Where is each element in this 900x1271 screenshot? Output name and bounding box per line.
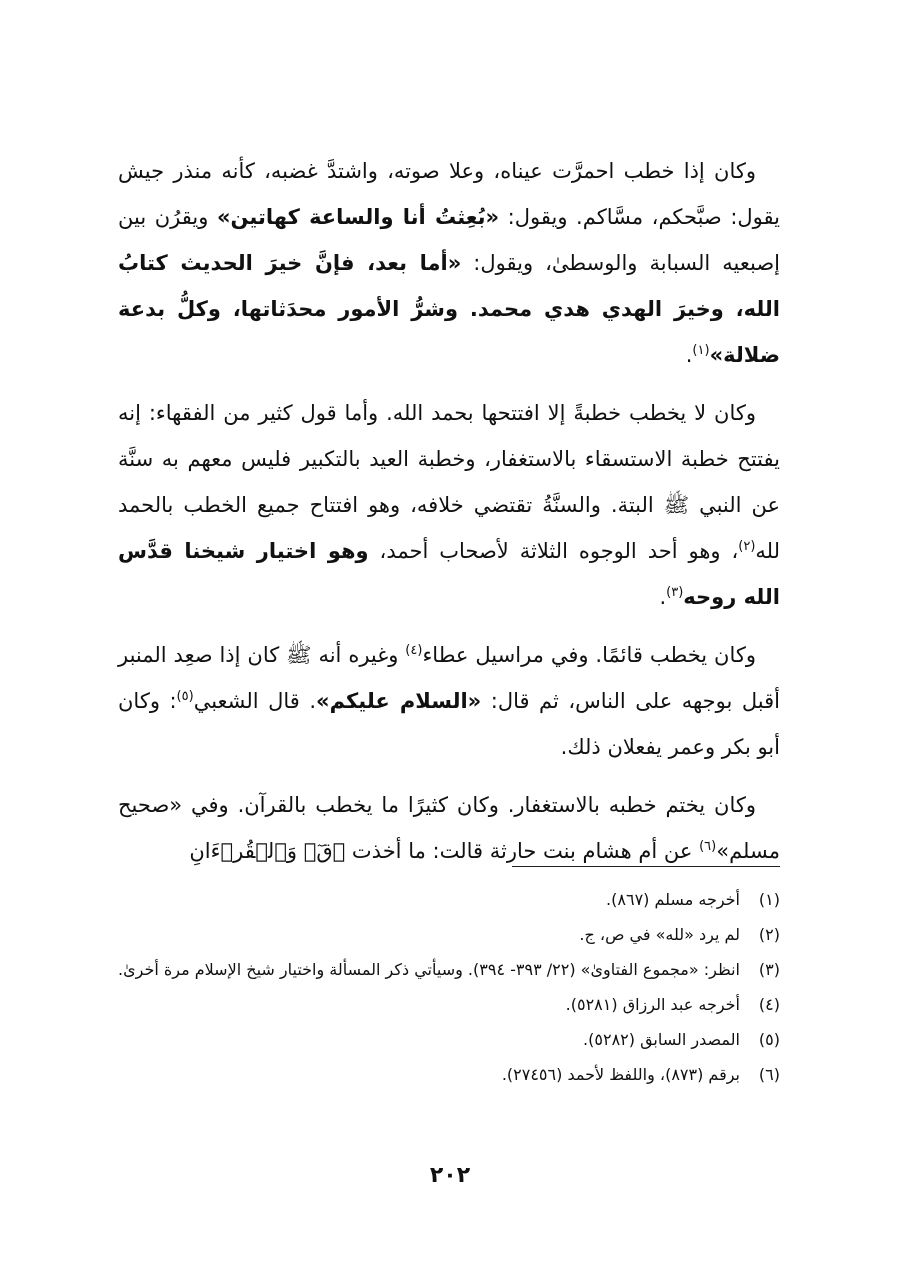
footnote-ref[interactable]: (١) <box>692 343 710 358</box>
text-run: وكان يختم خطبه بالاستغفار. وكان كثيرًا ما يخطب بالقرآن. وفي «صحيح مسلم» <box>118 793 780 863</box>
footnote-item <box>118 952 780 987</box>
text-run: وكان لا يخطب خطبةً إلا افتتحها بحمد الله. وأما قول كثير من الفقهاء: إنه يفتتح خطبة الاستسقاء بالاستغفار، وخطبة العيد بالتكبير فليس معهم به سنَّة عن النبي ﷺ البتة. والسنَّةُ تقتضي خلافه، وهو افتتاح جميع الخطب بالحمد لله <box>118 401 780 563</box>
footnote-item <box>118 987 780 1022</box>
footnote-number: (٢) <box>758 925 780 944</box>
paragraph-3 <box>118 632 780 770</box>
footnote-number: (٣) <box>758 960 780 979</box>
paragraph-4 <box>118 782 780 874</box>
text-run: . <box>659 585 667 609</box>
main-text <box>118 148 780 886</box>
text-run: ويقرُن بين إصبعيه السبابة والوسطىٰ، ويقول: <box>118 205 780 275</box>
hadith-quote: «السلام عليكم» <box>316 689 482 713</box>
hadith-quote: «أما بعد، فإنَّ خيرَ الحديث كتابُ الله، وخيرَ الهدي هدي محمد. وشرُّ الأمور محدَثاتها، وكلُّ بدعة ضلالة» <box>118 251 780 367</box>
bold-phrase: وهو اختيار شيخنا قدَّس الله روحه <box>118 539 780 609</box>
footnote-item <box>118 882 780 917</box>
footnote-ref[interactable]: (٥) <box>176 689 194 704</box>
footnote-divider <box>512 866 780 867</box>
footnote-item <box>118 917 780 952</box>
footnote-text: أخرجه مسلم (٨٦٧). <box>606 890 740 909</box>
footnote-item <box>118 1022 780 1057</box>
footnote-ref[interactable]: (٢) <box>738 539 756 554</box>
page-number: ٢٠٢ <box>429 1163 471 1188</box>
text-run: . <box>685 343 693 367</box>
footnote-number: (١) <box>758 890 780 909</box>
footnote-text: أخرجه عبد الرزاق (٥٢٨١). <box>565 995 740 1014</box>
paragraph-1 <box>118 148 780 378</box>
text-run: وكان إذا خطب احمرَّت عيناه، وعلا صوته، واشتدَّ غضبه، كأنه منذر جيش يقول: صبَّحكم، مسَّاكم. ويقول: <box>118 159 780 229</box>
text-run: ، وهو أحد الوجوه الثلاثة لأصحاب أحمد، <box>368 539 739 563</box>
footnote-item <box>118 1057 780 1092</box>
footnotes <box>118 882 780 1092</box>
paragraph-2 <box>118 390 780 620</box>
quran-quote: ﴿قٓۚ وَٱلۡقُرۡءَانِ <box>189 839 346 863</box>
text-run: : وكان أبو بكر وعمر يفعلان ذلك. <box>118 689 780 759</box>
text-run: وغيره أنه ﷺ كان إذا صعِد المنبر أقبل بوجهه على الناس، ثم قال: <box>118 643 780 713</box>
text-run: عن أم هشام بنت حارثة قالت: ما أخذت <box>345 839 700 863</box>
footnote-text: المصدر السابق (٥٢٨٢). <box>583 1030 740 1049</box>
footnote-number: (٦) <box>758 1065 780 1084</box>
footnote-ref[interactable]: (٤) <box>405 643 423 658</box>
footnote-text: برقم (٨٧٣)، واللفظ لأحمد (٢٧٤٥٦). <box>501 1065 740 1084</box>
text-run: . قال الشعبي <box>193 689 317 713</box>
footnote-number: (٤) <box>758 995 780 1014</box>
footnote-number: (٥) <box>758 1030 780 1049</box>
hadith-quote: «بُعِثتُ أنا والساعة كهاتين» <box>216 205 500 229</box>
footnote-text: لم يرد «لله» في ص، ج. <box>579 925 740 944</box>
footnote-text: انظر: «مجموع الفتاوىٰ» (٢٢/ ٣٩٣- ٣٩٤). وسيأتي ذكر المسألة واختيار شيخ الإسلام مرة أخرىٰ. <box>118 960 740 979</box>
footnote-ref[interactable]: (٣) <box>666 585 684 600</box>
text-run: وكان يخطب قائمًا. وفي مراسيل عطاء <box>422 643 756 667</box>
footnote-ref[interactable]: (٦) <box>699 839 717 854</box>
